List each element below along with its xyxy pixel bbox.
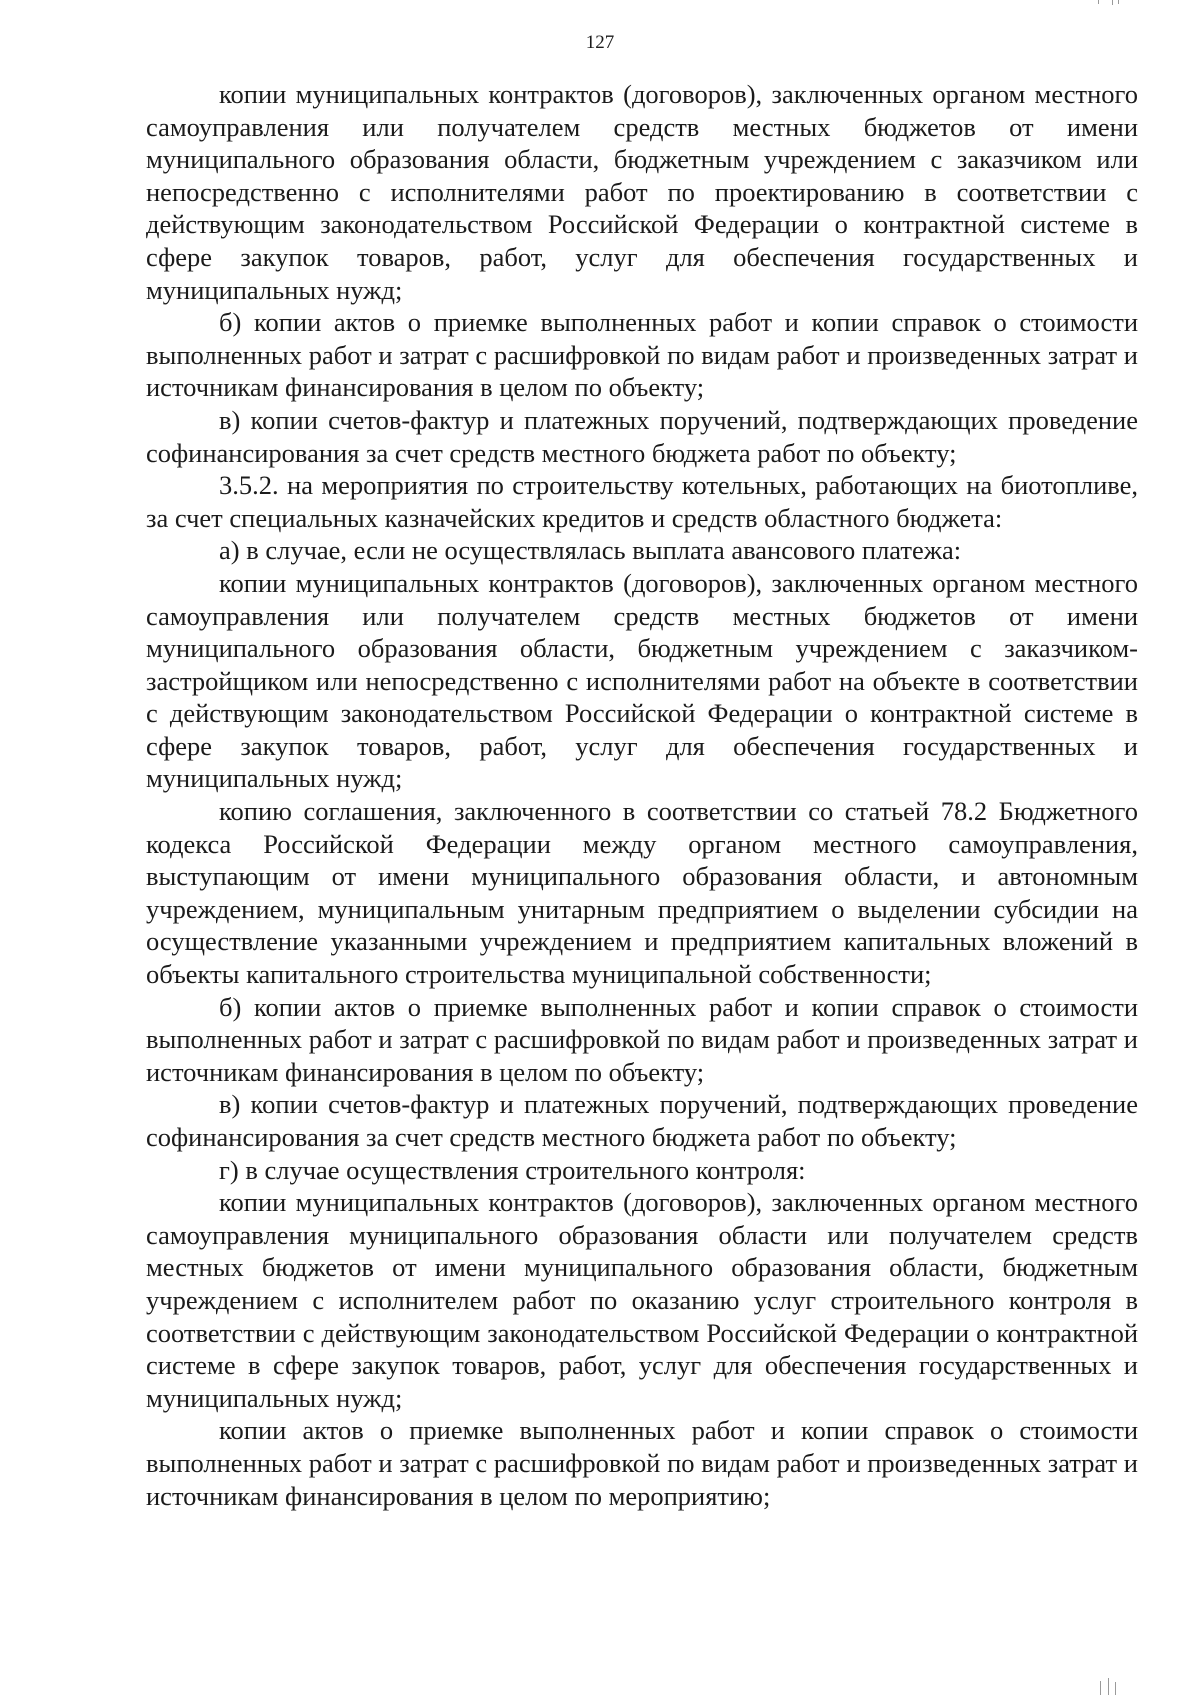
- scan-artifact: [1100, 1681, 1101, 1695]
- paragraph: 3.5.2. на мероприятия по строительству котельных, работающих на биотопливе, за счет специальных казначейских кредитов и средств областного бюджета:: [146, 470, 1138, 533]
- paragraph: копии муниципальных контрактов (договоров), заключенных органом местного самоуправления или получателем средств местных бюджетов от имени муниципального образования области, бюджетным учреждением с заказчиком или непосредственно с исполнителями работ по проектированию в соответствии с действующим законодательством Российской Федерации о контрактной системе в сфере закупок товаров, работ, услуг для обеспечения государственных и муниципальных нужд;: [146, 79, 1138, 305]
- page-number: 127: [585, 32, 615, 53]
- paragraph: копии муниципальных контрактов (договоров), заключенных органом местного самоуправления или получателем средств местных бюджетов от имени муниципального образования области, бюджетным учреждением с заказчиком-застройщиком или непосредственно с исполнителями работ на объекте в соответствии с действующим законодательством Российской Федерации о контрактной системе в сфере закупок товаров, работ, услуг для обеспечения государственных и муниципальных нужд;: [146, 567, 1138, 794]
- paragraph: копию соглашения, заключенного в соответствии со статьей 78.2 Бюджетного кодекса Российской Федерации между органом местного самоуправления, выступающим от имени муниципального образования области, и автономным учреждением, муниципальным унитарным предприятием о выделении субсидии на осуществление указанными учреждением и предприятием капитальных вложений в объекты капитального строительства муниципальной собственности;: [146, 796, 1138, 990]
- paragraph: в) копии счетов-фактур и платежных поручений, подтверждающих проведение софинансирования за счет средств местного бюджета работ по объекту;: [146, 1089, 1138, 1152]
- paragraph: б) копии актов о приемке выполненных работ и копии справок о стоимости выполненных работ и затрат с расшифровкой по видам работ и произведенных затрат и источникам финансирования в целом по объекту;: [146, 991, 1138, 1087]
- scan-artifact: [1115, 1682, 1116, 1695]
- scan-artifact: [1112, 0, 1113, 5]
- scan-artifact: [1118, 0, 1119, 4]
- paragraph: а) в случае, если не осуществлялась выплата авансового платежа:: [219, 535, 962, 566]
- document-body: [146, 78, 1138, 1512]
- paragraph: копии муниципальных контрактов (договоров), заключенных органом местного самоуправления муниципального образования области или получателем средств местных бюджетов от имени муниципального образования области, бюджетным учреждением с исполнителем работ по оказанию услуг строительного контроля в соответствии с действующим законодательством Российской Федерации о контрактной системе в сфере закупок товаров, работ, услуг для обеспечения государственных и муниципальных нужд;: [146, 1187, 1138, 1413]
- paragraph: г) в случае осуществления строительного контроля:: [219, 1154, 806, 1185]
- scan-artifact: [1108, 1678, 1109, 1695]
- paragraph: копии актов о приемке выполненных работ и копии справок о стоимости выполненных работ и затрат с расшифровкой по видам работ и произведенных затрат и источникам финансирования в целом по мероприятию;: [146, 1415, 1138, 1511]
- scan-artifact: [1098, 0, 1099, 4]
- paragraph: в) копии счетов-фактур и платежных поручений, подтверждающих проведение софинансирования за счет средств местного бюджета работ по объекту;: [146, 404, 1138, 468]
- paragraph: б) копии актов о приемке выполненных работ и копии справок о стоимости выполненных работ и затрат с расшифровкой по видам работ и произведенных затрат и источникам финансирования в целом по объекту;: [146, 307, 1138, 403]
